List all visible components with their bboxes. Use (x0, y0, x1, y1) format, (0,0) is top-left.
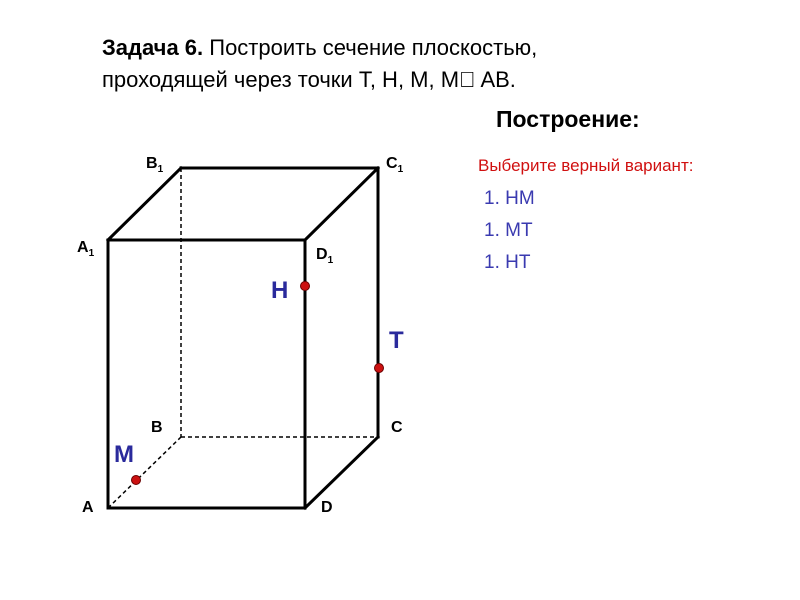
vertex-c-label: C (391, 419, 403, 436)
option-nt[interactable]: 1. НТ (484, 252, 531, 273)
edge-d1-c1 (305, 168, 378, 240)
vertex-b1-label: $B_1$ (146, 155, 164, 175)
hidden-edges (108, 168, 378, 508)
point-m-label: M (114, 441, 134, 468)
vertex-a1-label: $A_1$ (77, 239, 95, 259)
vertex-d1-label: $D_1$ (316, 246, 334, 266)
point-h-marker (301, 282, 310, 291)
option-mt[interactable]: 1. МТ (484, 220, 533, 241)
task-line-2: проходящей через точки T, H, M, M  AB. (102, 67, 516, 92)
edge-d-c (305, 437, 378, 508)
task-number: Задача 6. (102, 35, 204, 60)
edge-a1-b1 (108, 168, 181, 240)
vertex-b-label: B (151, 419, 163, 436)
construction-heading: Построение: (496, 106, 640, 132)
choose-prompt: Выберите верный вариант: (478, 156, 694, 175)
vertex-d-label: D (321, 499, 333, 516)
option-nm[interactable]: 1. НМ (484, 188, 535, 209)
task-text-1: Построить сечение плоскостью, (203, 35, 538, 60)
visible-edges (108, 168, 378, 508)
point-m-marker (132, 476, 141, 485)
point-t-marker (375, 364, 384, 373)
points (132, 282, 384, 485)
point-t-label: T (389, 327, 404, 354)
vertex-c1-label: $C_1$ (386, 155, 404, 175)
point-h-label: H (271, 277, 289, 304)
vertex-a-label: A (82, 499, 94, 516)
